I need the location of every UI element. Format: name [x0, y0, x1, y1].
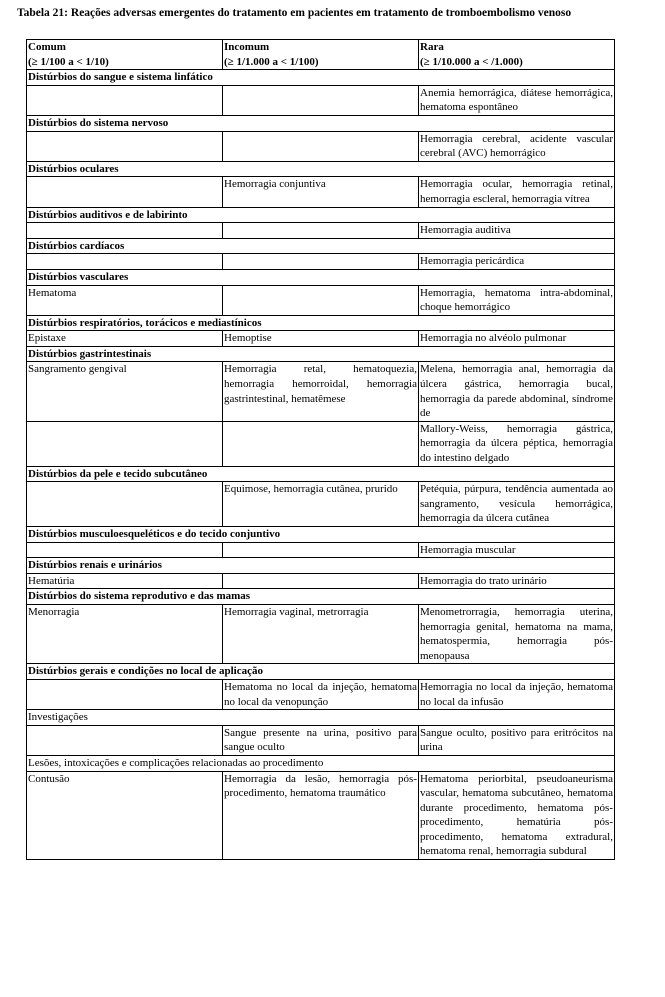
cell-rare: Menometrorragia, hemorragia uterina, hemorragia genital, hematoma na mama, hematospermia, hemorragia pós-menopausa: [419, 604, 615, 663]
section-header-row: [27, 70, 615, 86]
table-row: [27, 254, 615, 270]
section-title: Investigações: [27, 710, 615, 726]
section-title: Distúrbios da pele e tecido subcutâneo: [27, 466, 615, 482]
cell-common: [27, 131, 223, 161]
cell-common: Hematúria: [27, 573, 223, 589]
cell-rare: Hemorragia no alvéolo pulmonar: [419, 331, 615, 347]
section-header-row: [27, 710, 615, 726]
section-header-row: [27, 269, 615, 285]
cell-uncommon: [223, 85, 419, 115]
section-title: Distúrbios oculares: [27, 161, 615, 177]
section-title: Distúrbios do sangue e sistema linfático: [27, 70, 615, 86]
cell-uncommon: Hemorragia conjuntiva: [223, 177, 419, 207]
section-header-row: [27, 466, 615, 482]
cell-rare: Hemorragia ocular, hemorragia retinal, hemorragia escleral, hemorragia vítrea: [419, 177, 615, 207]
section-header-row: [27, 527, 615, 543]
cell-uncommon: [223, 542, 419, 558]
cell-common: Menorragia: [27, 604, 223, 663]
section-header-row: [27, 315, 615, 331]
cell-common: Hematoma: [27, 285, 223, 315]
cell-rare: Hemorragia, hematoma intra-abdominal, choque hemorrágico: [419, 285, 615, 315]
header-cell-rare: [419, 40, 615, 70]
table-row: [27, 331, 615, 347]
header-cell-uncommon: [223, 40, 419, 70]
table-row: [27, 542, 615, 558]
cell-rare: Hemorragia cerebral, acidente vascular cerebral (AVC) hemorrágico: [419, 131, 615, 161]
cell-common: Epistaxe: [27, 331, 223, 347]
table-row: [27, 604, 615, 663]
header-cell-common: [27, 40, 223, 70]
header-row: [27, 40, 615, 70]
table-row: [27, 771, 615, 860]
section-title: Distúrbios gerais e condições no local de aplicação: [27, 664, 615, 680]
cell-uncommon: [223, 573, 419, 589]
section-title: Distúrbios respiratórios, torácicos e mediastínicos: [27, 315, 615, 331]
table-row: [27, 679, 615, 709]
cell-uncommon: [223, 254, 419, 270]
cell-uncommon: Equimose, hemorragia cutânea, prurido: [223, 482, 419, 527]
table-row: [27, 482, 615, 527]
cell-rare: Hematoma periorbital, pseudoaneurisma vascular, hematoma subcutâneo, hematoma durante procedimento, hematoma pós-procedimento, hematúria pós-procedimento, hematoma extradural, hematoma renal, hemorragia subdural: [419, 771, 615, 860]
section-header-row: [27, 115, 615, 131]
section-header-row: [27, 755, 615, 771]
adverse-reactions-table: [26, 39, 615, 860]
cell-uncommon: Hemoptise: [223, 331, 419, 347]
cell-uncommon: Hemorragia retal, hematoquezia, hemorragia hemorroidal, hemorragia gastrintestinal, hematêmese: [223, 362, 419, 421]
cell-common: [27, 679, 223, 709]
header-common-range: (≥ 1/100 a < 1/10): [28, 55, 109, 68]
cell-common: [27, 254, 223, 270]
cell-common: Sangramento gengival: [27, 362, 223, 421]
section-header-row: [27, 161, 615, 177]
cell-uncommon: Sangue presente na urina, positivo para sangue oculto: [223, 725, 419, 755]
section-title: Lesões, intoxicações e complicações relacionadas ao procedimento: [27, 755, 615, 771]
table-row: [27, 362, 615, 421]
cell-rare: Melena, hemorragia anal, hemorragia da úlcera gástrica, hemorragia bucal, hemorragia da parede abdominal, síndrome de: [419, 362, 615, 421]
section-title: Distúrbios auditivos e de labirinto: [27, 207, 615, 223]
cell-common: [27, 421, 223, 466]
table-row: [27, 177, 615, 207]
section-header-row: [27, 558, 615, 574]
section-header-row: [27, 238, 615, 254]
cell-rare: Hemorragia muscular: [419, 542, 615, 558]
section-title: Distúrbios cardíacos: [27, 238, 615, 254]
cell-uncommon: Hematoma no local da injeção, hematoma no local da venopunção: [223, 679, 419, 709]
cell-rare: Sangue oculto, positivo para eritrócitos na urina: [419, 725, 615, 755]
cell-uncommon: [223, 131, 419, 161]
cell-rare: Hemorragia no local da injeção, hematoma no local da infusão: [419, 679, 615, 709]
cell-common: Contusão: [27, 771, 223, 860]
cell-uncommon: Hemorragia vaginal, metrorragia: [223, 604, 419, 663]
table-row: [27, 85, 615, 115]
section-title: Distúrbios vasculares: [27, 269, 615, 285]
cell-rare: Hemorragia do trato urinário: [419, 573, 615, 589]
table-caption: Tabela 21: Reações adversas emergentes do tratamento em pacientes em tratamento de tromboembolismo venoso: [17, 7, 572, 19]
cell-common: [27, 177, 223, 207]
cell-common: [27, 725, 223, 755]
header-uncommon-range: (≥ 1/1.000 a < 1/100): [224, 55, 319, 68]
section-title: Distúrbios musculoesqueléticos e do tecido conjuntivo: [27, 527, 615, 543]
section-title: Distúrbios gastrintestinais: [27, 346, 615, 362]
cell-uncommon: [223, 421, 419, 466]
header-uncommon-label: Incomum: [224, 41, 270, 53]
table-row: [27, 131, 615, 161]
section-header-row: [27, 664, 615, 680]
cell-common: [27, 542, 223, 558]
cell-common: [27, 482, 223, 527]
cell-common: [27, 85, 223, 115]
section-title: Distúrbios renais e urinários: [27, 558, 615, 574]
cell-uncommon: Hemorragia da lesão, hemorragia pós-procedimento, hematoma traumático: [223, 771, 419, 860]
header-rare-label: Rara: [420, 41, 444, 53]
cell-uncommon: [223, 285, 419, 315]
cell-uncommon: [223, 223, 419, 239]
section-header-row: [27, 589, 615, 605]
header-common-label: Comum: [28, 41, 66, 53]
cell-rare: Hemorragia auditiva: [419, 223, 615, 239]
cell-rare: Anemia hemorrágica, diátese hemorrágica, hematoma espontâneo: [419, 85, 615, 115]
table-row: [27, 421, 615, 466]
header-rare-range: (≥ 1/10.000 a < /1.000): [420, 55, 523, 68]
cell-rare: Mallory-Weiss, hemorragia gástrica, hemorragia da úlcera péptica, hemorragia do intestino delgado: [419, 421, 615, 466]
section-header-row: [27, 346, 615, 362]
table-row: [27, 573, 615, 589]
cell-common: [27, 223, 223, 239]
table-row: [27, 223, 615, 239]
section-header-row: [27, 207, 615, 223]
section-title: Distúrbios do sistema nervoso: [27, 115, 615, 131]
table-row: [27, 725, 615, 755]
cell-rare: Petéquia, púrpura, tendência aumentada ao sangramento, vesícula hemorrágica, hemorragia da úlcera cutânea: [419, 482, 615, 527]
table-body: [27, 40, 615, 860]
section-title: Distúrbios do sistema reprodutivo e das mamas: [27, 589, 615, 605]
table-row: [27, 285, 615, 315]
cell-rare: Hemorragia pericárdica: [419, 254, 615, 270]
